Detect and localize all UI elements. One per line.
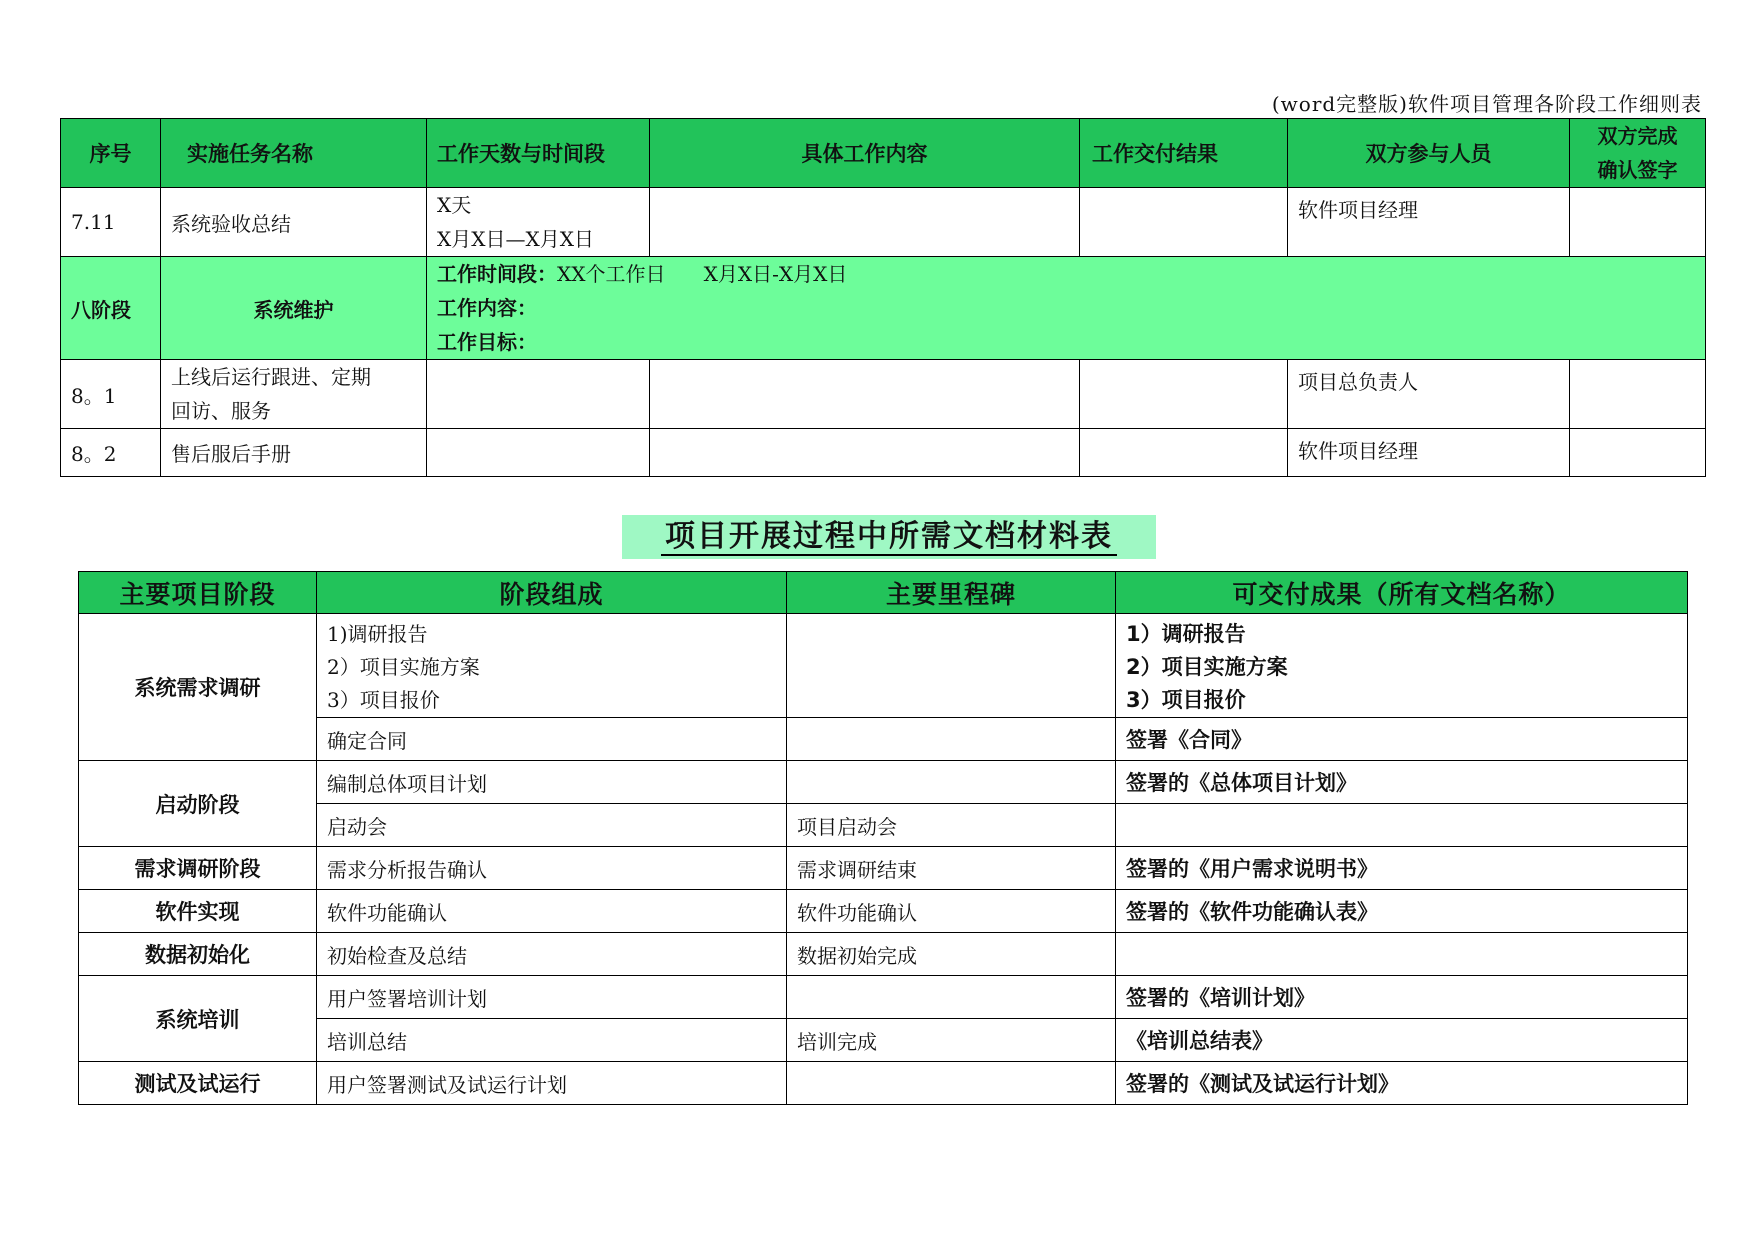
component-item: 1)调研报告 [327, 622, 428, 646]
table-row [79, 614, 1688, 718]
component-cell: 用户签署培训计划 [317, 976, 787, 1019]
component-cell: 启动会 [317, 804, 787, 847]
row-content [650, 188, 1080, 257]
milestone-cell: 项目启动会 [787, 804, 1116, 847]
row-result [1080, 429, 1288, 477]
row-task [161, 360, 427, 429]
milestone-cell: 培训完成 [787, 1019, 1116, 1062]
component-cell: 初始检查及总结 [317, 933, 787, 976]
stage-cell: 数据初始化 [79, 933, 317, 976]
deliverable-cell: 签署的《用户需求说明书》 [1116, 847, 1688, 890]
deliverable-cell [1116, 804, 1688, 847]
row-task-line1: 上线后运行跟进、定期 [171, 365, 371, 389]
stage-time-label: 工作时间段： [437, 262, 557, 286]
row-content [650, 429, 1080, 477]
row-task-line2: 回访、服务 [171, 399, 271, 423]
deliverable-item: 3）项目报价 [1126, 688, 1246, 712]
row-seq: 7.11 [61, 188, 161, 257]
row-people: 软件项目经理 [1288, 188, 1570, 257]
table-row [61, 360, 1706, 429]
row-people: 项目总负责人 [1288, 360, 1570, 429]
deliverable-cell: 签署的《培训计划》 [1116, 976, 1688, 1019]
table-header-row [79, 572, 1688, 614]
row-content [650, 360, 1080, 429]
deliverable-cell: 签署《合同》 [1116, 718, 1688, 761]
milestone-cell [787, 1062, 1116, 1105]
header-sign-line2: 确认签字 [1597, 158, 1678, 182]
table-row [79, 976, 1688, 1019]
row-task: 售后服后手册 [161, 429, 427, 477]
header-components: 阶段组成 [317, 572, 787, 614]
row-seq: 8。2 [61, 429, 161, 477]
header-sign [1570, 119, 1706, 188]
deliverable-item: 1）调研报告 [1126, 622, 1246, 646]
header-result: 工作交付结果 [1080, 119, 1288, 188]
row-sign [1570, 429, 1706, 477]
component-cell [317, 614, 787, 718]
row-days-line1: X天 [437, 193, 472, 217]
page-header: (word完整版)软件项目管理各阶段工作细则表 [1271, 92, 1702, 116]
component-cell: 用户签署测试及试运行计划 [317, 1062, 787, 1105]
component-cell: 确定合同 [317, 718, 787, 761]
row-sign [1570, 188, 1706, 257]
row-people: 软件项目经理 [1288, 429, 1570, 477]
header-content: 具体工作内容 [650, 119, 1080, 188]
table-row [79, 1019, 1688, 1062]
table-row [61, 188, 1706, 257]
table-row [79, 718, 1688, 761]
title-text: 项目开展过程中所需文档材料表 [661, 519, 1117, 556]
component-cell: 培训总结 [317, 1019, 787, 1062]
stage-row [61, 257, 1706, 360]
row-result [1080, 188, 1288, 257]
work-detail-table [60, 118, 1706, 477]
row-result [1080, 360, 1288, 429]
component-item: 3）项目报价 [327, 688, 440, 712]
milestone-cell: 需求调研结束 [787, 847, 1116, 890]
stage-cell: 测试及试运行 [79, 1062, 317, 1105]
header-seq: 序号 [61, 119, 161, 188]
row-task: 系统验收总结 [161, 188, 427, 257]
stage-name: 系统维护 [161, 257, 427, 360]
header-milestone: 主要里程碑 [787, 572, 1116, 614]
table-row [79, 761, 1688, 804]
milestone-cell: 软件功能确认 [787, 890, 1116, 933]
deliverable-cell: 签署的《软件功能确认表》 [1116, 890, 1688, 933]
document-materials-table [78, 571, 1688, 1105]
table-row [61, 429, 1706, 477]
deliverable-cell [1116, 933, 1688, 976]
table-header-row [61, 119, 1706, 188]
component-item: 2）项目实施方案 [327, 655, 480, 679]
stage-label: 八阶段 [61, 257, 161, 360]
table-row [79, 1062, 1688, 1105]
stage-content-label: 工作内容： [437, 296, 537, 320]
milestone-cell [787, 718, 1116, 761]
component-cell: 需求分析报告确认 [317, 847, 787, 890]
row-days-line2: X月X日—X月X日 [437, 227, 594, 251]
stage-cell: 软件实现 [79, 890, 317, 933]
header-task: 实施任务名称 [161, 119, 427, 188]
component-cell: 软件功能确认 [317, 890, 787, 933]
table-row [79, 847, 1688, 890]
milestone-cell [787, 976, 1116, 1019]
row-seq: 8。1 [61, 360, 161, 429]
stage-goal-label: 工作目标： [437, 330, 537, 354]
header-days: 工作天数与时间段 [427, 119, 650, 188]
component-cell: 编制总体项目计划 [317, 761, 787, 804]
milestone-cell [787, 761, 1116, 804]
stage-info [427, 257, 1706, 360]
table-row [79, 804, 1688, 847]
deliverable-item: 2）项目实施方案 [1126, 655, 1288, 679]
stage-cell: 需求调研阶段 [79, 847, 317, 890]
deliverable-cell [1116, 614, 1688, 718]
header-deliverables: 可交付成果（所有文档名称） [1116, 572, 1688, 614]
stage-cell: 系统需求调研 [79, 614, 317, 761]
milestone-cell: 数据初始完成 [787, 933, 1116, 976]
row-days [427, 360, 650, 429]
milestone-cell [787, 614, 1116, 718]
document-table-title [622, 515, 1156, 559]
stage-time [437, 257, 1695, 291]
deliverable-cell: 签署的《总体项目计划》 [1116, 761, 1688, 804]
row-days [427, 188, 650, 257]
deliverable-cell: 签署的《测试及试运行计划》 [1116, 1062, 1688, 1105]
stage-cell: 启动阶段 [79, 761, 317, 847]
deliverable-cell: 《培训总结表》 [1116, 1019, 1688, 1062]
header-sign-line1: 双方完成 [1597, 124, 1678, 148]
row-sign [1570, 360, 1706, 429]
header-stage: 主要项目阶段 [79, 572, 317, 614]
row-days [427, 429, 650, 477]
header-people: 双方参与人员 [1288, 119, 1570, 188]
table-row [79, 933, 1688, 976]
stage-time-value: XX个工作日 X月X日-X月X日 [557, 262, 848, 286]
table-row [79, 890, 1688, 933]
stage-cell: 系统培训 [79, 976, 317, 1062]
